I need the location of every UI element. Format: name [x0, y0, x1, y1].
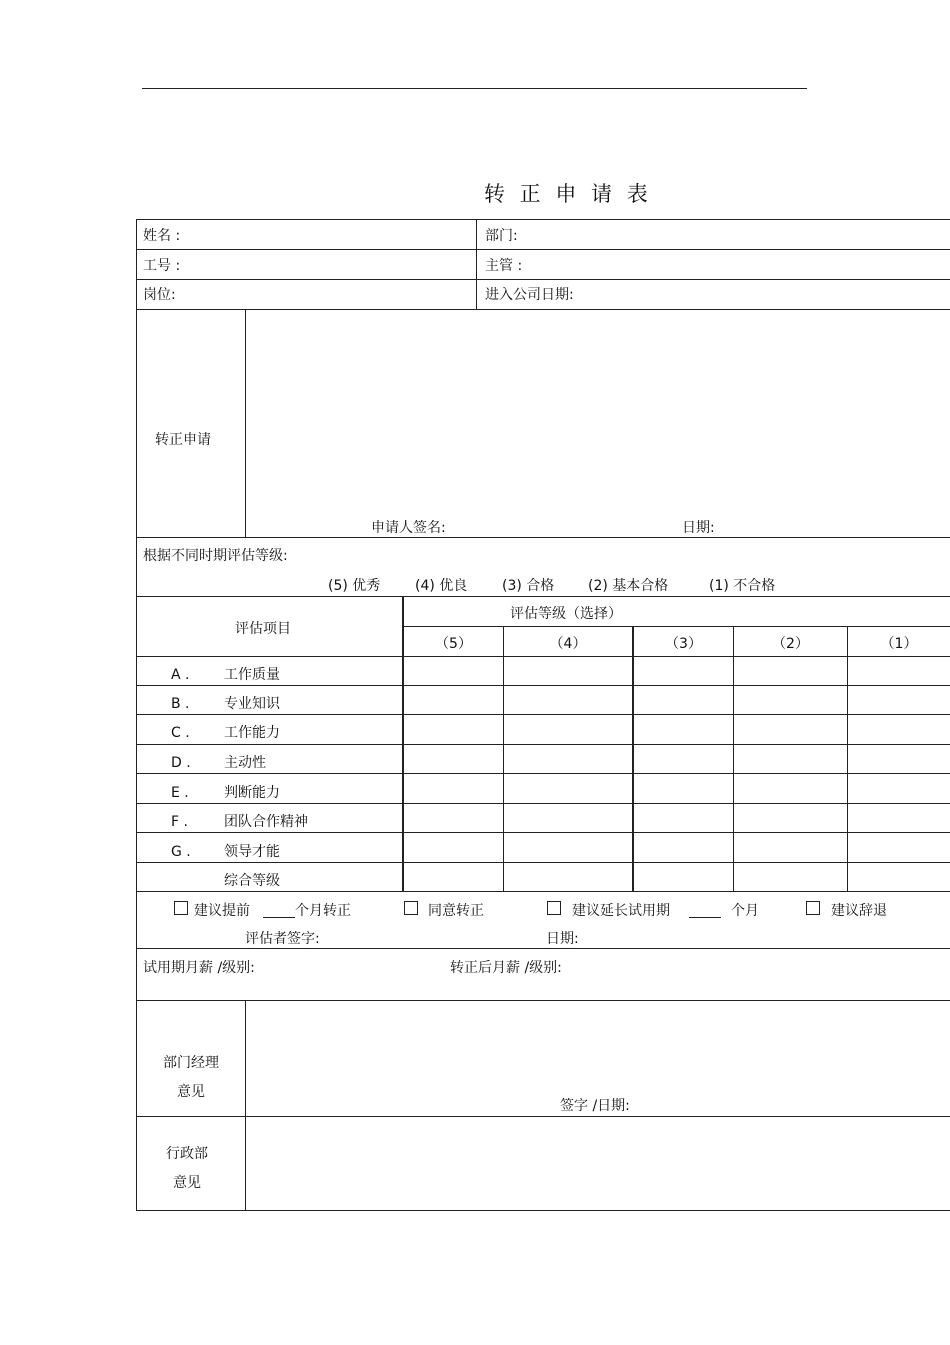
row-divider	[136, 744, 950, 745]
grade-level-2: (2) 基本合格	[588, 578, 669, 594]
manager-label: 部门经理	[163, 1055, 219, 1071]
row-divider	[136, 249, 950, 250]
agree-label: 同意转正	[428, 903, 484, 919]
evaluator-signature-field[interactable]: 评估者签字:	[245, 931, 320, 947]
table-top-border	[136, 219, 950, 220]
advance-label-suffix: 个月转正	[295, 903, 351, 919]
row-divider	[136, 685, 950, 686]
grading-intro: 根据不同时期评估等级:	[143, 548, 288, 564]
row-divider	[136, 832, 950, 833]
dismiss-label: 建议辞退	[831, 903, 887, 919]
position-field[interactable]: 岗位:	[143, 287, 176, 303]
employee-id-field[interactable]: 工号 :	[143, 258, 181, 274]
eval-row-name: 专业知识	[224, 696, 280, 712]
regular-salary-field[interactable]: 转正后月薪 /级别:	[450, 960, 562, 976]
col-divider	[245, 1000, 246, 1210]
row-divider	[136, 714, 950, 715]
row-divider	[136, 891, 950, 892]
extend-label: 建议延长试用期	[572, 903, 670, 919]
eval-row-letter: G .	[171, 844, 191, 860]
col-divider	[503, 626, 504, 891]
col-divider	[733, 626, 734, 891]
dismiss-checkbox[interactable]	[806, 901, 820, 915]
row-divider	[136, 279, 950, 280]
col-divider	[476, 219, 477, 309]
eval-row-letter: D .	[171, 755, 191, 771]
row-divider	[136, 309, 950, 310]
eval-row-letter: B .	[171, 696, 190, 712]
manager-label-2: 意见	[177, 1084, 205, 1100]
dept-field[interactable]: 部门:	[485, 228, 518, 244]
advance-checkbox[interactable]	[174, 901, 188, 915]
grade-col-3: （3）	[665, 636, 702, 652]
manager-signature-field[interactable]: 签字 /日期:	[560, 1098, 630, 1114]
join-date-field[interactable]: 进入公司日期:	[485, 287, 574, 303]
row-divider	[136, 656, 950, 657]
row-divider	[136, 537, 950, 538]
grade-col-2: （2）	[772, 636, 809, 652]
probation-salary-field[interactable]: 试用期月薪 /级别:	[143, 960, 255, 976]
supervisor-field[interactable]: 主管 :	[485, 258, 523, 274]
eval-row-letter: C .	[171, 725, 190, 741]
eval-row-name: 团队合作精神	[224, 814, 308, 830]
eval-grade-header: 评估等级（选择）	[510, 606, 622, 622]
grade-level-5: (5) 优秀	[328, 578, 381, 594]
evaluation-date-field[interactable]: 日期:	[546, 931, 579, 947]
extend-label-suffix: 个月	[731, 903, 759, 919]
application-label: 转正申请	[155, 432, 211, 448]
row-divider	[136, 862, 950, 863]
col-divider	[632, 626, 634, 891]
agree-checkbox[interactable]	[404, 901, 418, 915]
page-title: 转 正 申 请 表	[484, 182, 652, 206]
name-field[interactable]: 姓名 :	[143, 228, 181, 244]
eval-row-name: 判断能力	[224, 785, 280, 801]
applicant-signature-field[interactable]: 申请人签名:	[371, 520, 446, 536]
table-bottom-border	[136, 1210, 950, 1211]
grade-col-1: （1）	[880, 636, 918, 652]
row-divider	[136, 1116, 950, 1117]
grade-level-1: (1) 不合格	[709, 578, 776, 594]
row-divider	[136, 948, 950, 949]
eval-row-name: 主动性	[224, 755, 266, 771]
row-divider	[136, 803, 950, 804]
grade-col-5: （5）	[435, 636, 472, 652]
grade-level-3: (3) 合格	[502, 578, 555, 594]
eval-row-name: 工作质量	[224, 667, 280, 683]
admin-label-2: 意见	[173, 1175, 201, 1191]
col-divider	[245, 309, 246, 537]
eval-row-letter: A .	[171, 667, 190, 683]
grade-level-4: (4) 优良	[415, 578, 468, 594]
row-divider	[136, 773, 950, 774]
row-divider	[136, 596, 950, 597]
advance-months-blank[interactable]	[263, 917, 295, 918]
admin-label: 行政部	[166, 1146, 208, 1162]
extend-checkbox[interactable]	[547, 901, 561, 915]
eval-row-name: 领导才能	[224, 844, 280, 860]
row-divider	[136, 1000, 950, 1001]
grade-col-4: （4）	[549, 636, 587, 652]
extend-months-blank[interactable]	[689, 917, 721, 918]
application-date-field[interactable]: 日期:	[682, 520, 715, 536]
eval-row-letter: F .	[171, 814, 188, 830]
advance-label: 建议提前	[194, 903, 250, 919]
eval-row-name: 综合等级	[224, 873, 280, 889]
col-divider	[847, 626, 848, 891]
row-divider	[403, 626, 950, 627]
eval-item-header: 评估项目	[235, 621, 291, 637]
header-rule	[142, 88, 807, 89]
eval-row-name: 工作能力	[224, 725, 280, 741]
eval-row-letter: E .	[171, 785, 189, 801]
